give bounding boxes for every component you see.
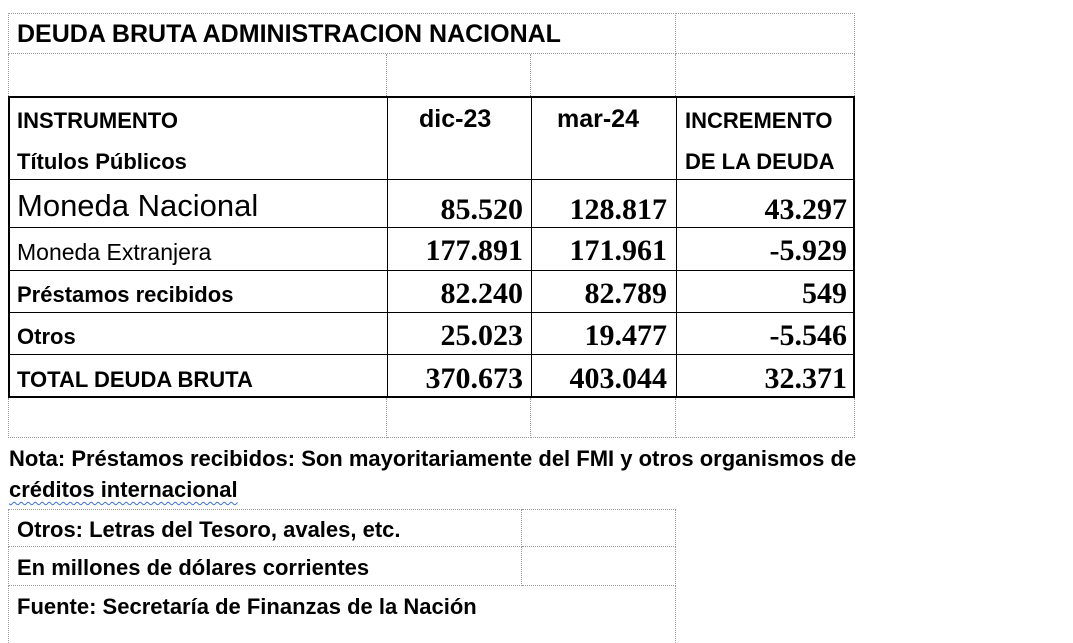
row-value-dic23: 82.240 [440, 277, 523, 310]
empty-cell [8, 398, 387, 438]
empty-cell [676, 54, 855, 96]
note-unidades: En millones de dólares corrientes [17, 555, 370, 580]
empty-cell [522, 547, 676, 586]
total-value-dic23: 370.673 [425, 362, 523, 395]
empty-cell [531, 54, 676, 96]
row-value-mar24: 128.817 [569, 193, 667, 226]
row-label-moneda-extranjera: Moneda Extranjera [17, 239, 212, 265]
empty-cell [387, 54, 531, 96]
row-label-otros: Otros [17, 324, 76, 349]
row-value-incremento: 43.297 [764, 193, 847, 226]
empty-cell [8, 54, 387, 96]
empty-cell [387, 398, 531, 438]
note-line-2: créditos internacional [9, 477, 238, 502]
row-value-incremento: -5.929 [769, 234, 847, 267]
row-divider [8, 270, 855, 271]
total-value-incremento: 32.371 [764, 362, 847, 395]
row-value-mar24: 171.961 [569, 234, 667, 267]
total-value-mar24: 403.044 [569, 362, 667, 395]
empty-cell [531, 398, 676, 438]
empty-cell [676, 13, 855, 54]
row-value-incremento: -5.546 [769, 319, 847, 352]
note-fuente: Fuente: Secretaría de Finanzas de la Nación [17, 594, 477, 619]
row-divider [8, 179, 855, 180]
header-incremento: INCREMENTO [685, 108, 833, 133]
header-de-la-deuda: DE LA DEUDA [685, 149, 835, 174]
header-instrumento: INSTRUMENTO [17, 108, 178, 133]
note-line-1: Nota: Préstamos recibidos: Son mayoritariamente del FMI y otros organismos de [9, 446, 857, 471]
page-title: DEUDA BRUTA ADMINISTRACION NACIONAL [17, 20, 561, 48]
header-dic-23: dic-23 [419, 105, 492, 133]
note-otros: Otros: Letras del Tesoro, avales, etc. [17, 517, 401, 542]
total-label: TOTAL DEUDA BRUTA [17, 367, 253, 392]
row-label-prestamos-recibidos: Préstamos recibidos [17, 282, 234, 307]
row-value-dic23: 177.891 [425, 234, 523, 267]
row-value-incremento: 549 [802, 277, 847, 310]
header-titulos-publicos: Títulos Públicos [17, 149, 187, 174]
row-divider [8, 312, 855, 313]
row-divider [8, 354, 855, 355]
row-value-dic23: 25.023 [440, 319, 523, 352]
row-label-moneda-nacional: Moneda Nacional [17, 188, 259, 223]
row-divider [8, 227, 855, 228]
empty-cell [522, 509, 676, 547]
row-value-mar24: 19.477 [584, 319, 667, 352]
row-value-dic23: 85.520 [440, 193, 523, 226]
empty-cell [676, 398, 855, 438]
header-mar-24: mar-24 [557, 105, 639, 133]
row-value-mar24: 82.789 [584, 277, 667, 310]
